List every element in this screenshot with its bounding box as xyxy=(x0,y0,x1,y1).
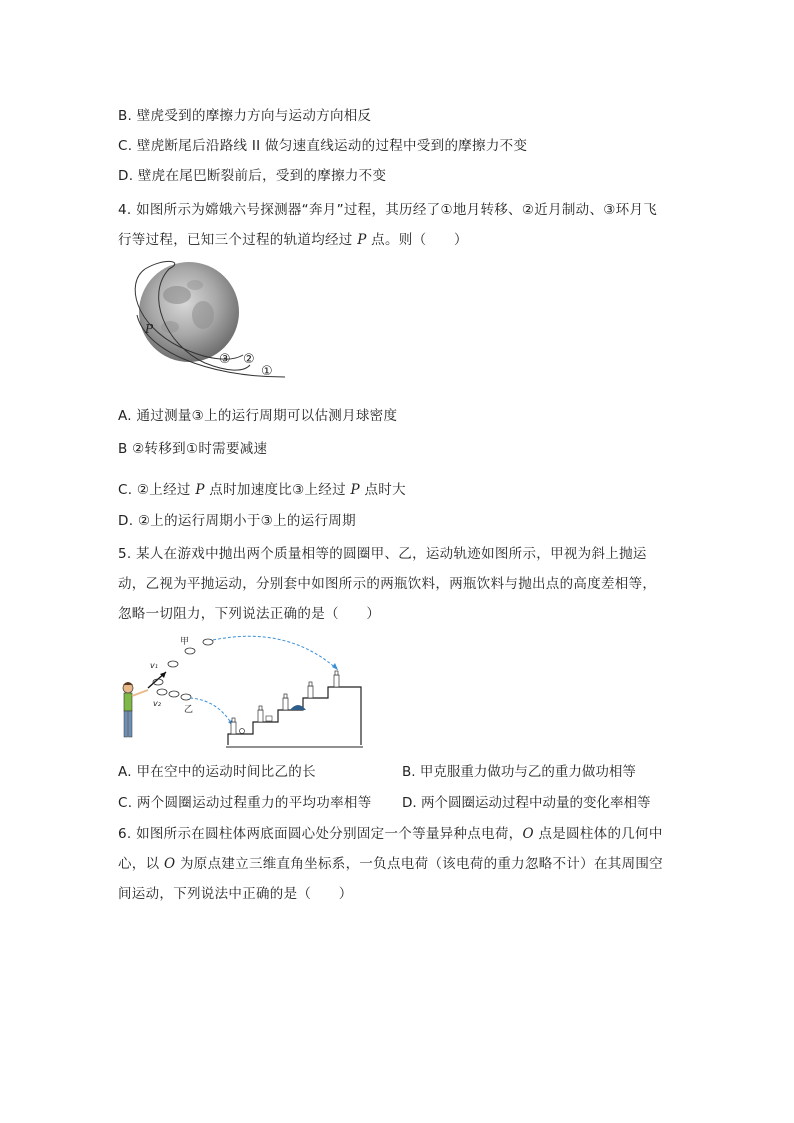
q6-stem-text: 心，以 xyxy=(118,856,164,872)
orbit-2-label: ② xyxy=(243,352,255,367)
q6-stem-line1 xyxy=(118,822,663,842)
ring-toss-figure xyxy=(118,630,368,755)
q6-stem-text-end: 点是圆柱体的几何中 xyxy=(533,826,663,842)
q3-option-b: B. 壁虎受到的摩擦力方向与运动方向相反 xyxy=(118,108,372,124)
ring-jia-label: 甲 xyxy=(180,637,190,647)
stairs xyxy=(228,687,361,745)
q4-option-c-text-end: 点时大 xyxy=(359,482,406,498)
q4-option-a: A. 通过测量③上的运行周期可以估测月球密度 xyxy=(118,408,398,424)
q4-stem-text: 行等过程，已知三个过程的轨道均经过 xyxy=(118,232,358,248)
bottle-icon xyxy=(231,671,339,734)
point-p-label: P xyxy=(357,232,367,248)
q5-option-a: A. 甲在空中的运动时间比乙的长 xyxy=(118,764,316,780)
q4-option-c xyxy=(118,478,406,498)
orbit-1-label: ① xyxy=(261,364,273,379)
q4-option-d: D. ②上的运行周期小于③上的运行周期 xyxy=(118,513,356,529)
q3-option-d: D. 壁虎在尾巴断裂前后，受到的摩擦力不变 xyxy=(118,168,387,184)
moon-icon xyxy=(139,262,239,362)
q6-stem-line2 xyxy=(118,852,663,872)
orbit-3-label: ③ xyxy=(219,352,231,367)
point-p-figure-label: P xyxy=(145,322,154,336)
q4-option-b: B ②转移到①时需要减速 xyxy=(118,441,268,457)
q5-stem-line2: 动，乙视为平抛运动，分别套中如图所示的两瓶饮料，两瓶饮料与抛出点的高度差相等， xyxy=(118,576,657,592)
q4-stem-line2 xyxy=(118,228,468,248)
person-icon xyxy=(123,682,148,737)
q5-option-d: D. 两个圆圈运动过程中动量的变化率相等 xyxy=(402,795,651,811)
q4-option-c-text-mid: 点时加速度比③上经过 xyxy=(204,482,351,498)
ring-yi-label: 乙 xyxy=(184,705,194,715)
point-p-label: P xyxy=(350,482,360,498)
point-o-label: O xyxy=(164,856,176,872)
point-p-label: P xyxy=(195,482,205,498)
ring-yi-path xyxy=(157,689,191,700)
q5-option-c: C. 两个圆圈运动过程重力的平均功率相等 xyxy=(118,795,372,811)
q4-option-c-text: C. ②上经过 xyxy=(118,482,196,498)
q6-stem-text-end: 为原点建立三维直角坐标系，一负点电荷（该电荷的重力忽略不计）在其周围空 xyxy=(175,856,663,872)
q5-stem-line1: 5. 某人在游戏中抛出两个质量相等的圆圈甲、乙，运动轨迹如图所示，甲视为斜上抛运 xyxy=(118,546,647,562)
moon-orbit-figure xyxy=(125,255,295,385)
q6-stem-text: 6. 如图所示在圆柱体两底面圆心处分别固定一个等量异种点电荷， xyxy=(118,826,523,842)
q4-stem-line1: 4. 如图所示为嫦娥六号探测器“奔月”过程，其历经了①地月转移、②近月制动、③环月飞 xyxy=(118,202,658,218)
q3-option-c: C. 壁虎断尾后沿路线 II 做匀速直线运动的过程中受到的摩擦力不变 xyxy=(118,138,528,154)
v1-label: v₁ xyxy=(150,661,158,670)
q6-stem-line3: 间运动，下列说法中正确的是（ ） xyxy=(118,886,353,902)
q5-option-b: B. 甲克服重力做功与乙的重力做功相等 xyxy=(402,764,636,780)
q4-stem-text-end: 点。则（ ） xyxy=(366,232,468,248)
q5-stem-line3: 忽略一切阻力，下列说法正确的是（ ） xyxy=(118,606,381,622)
point-o-label: O xyxy=(522,826,534,842)
v2-label: v₂ xyxy=(153,699,161,708)
